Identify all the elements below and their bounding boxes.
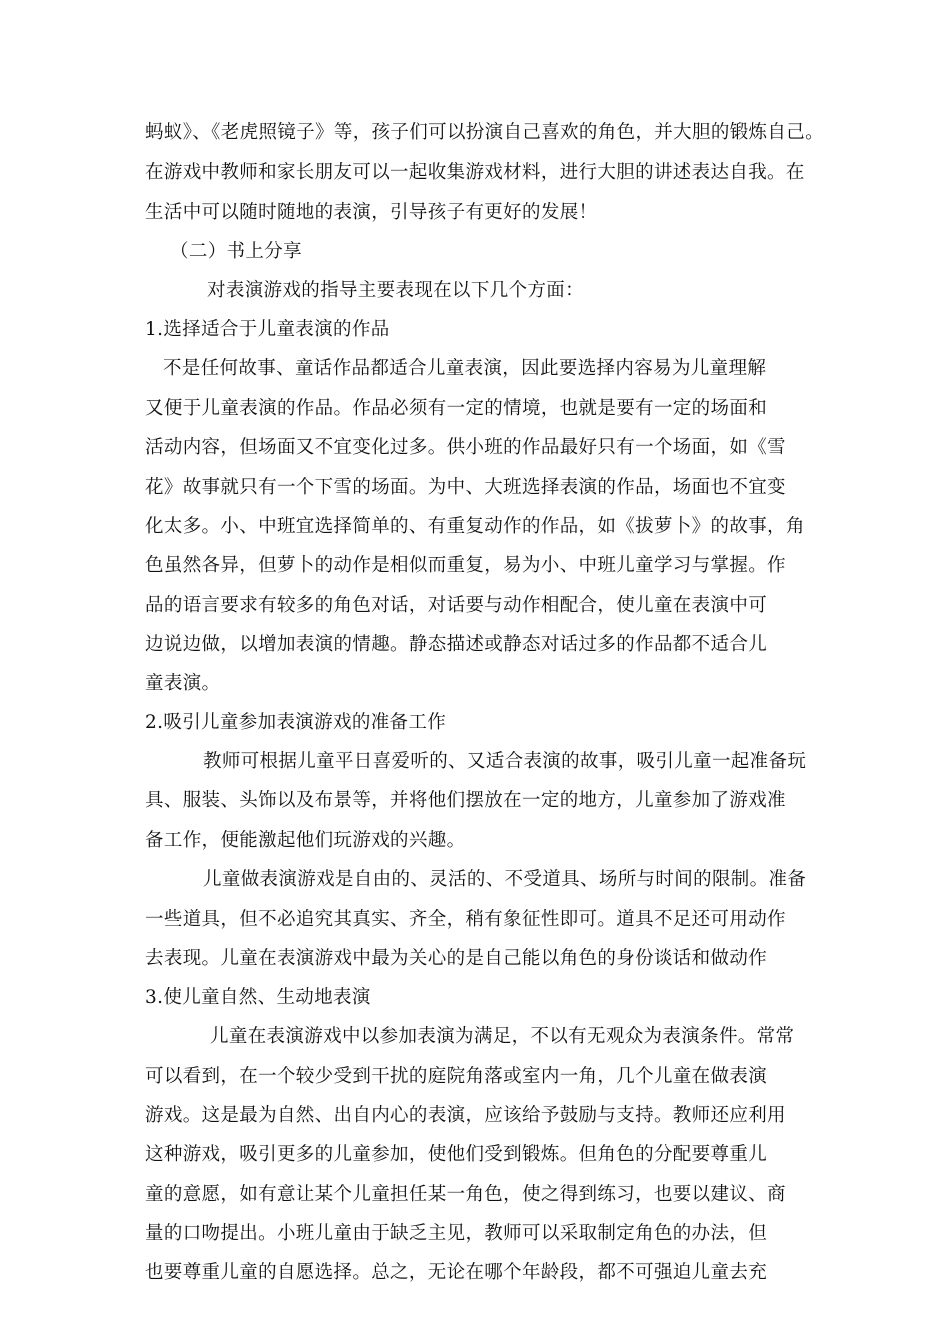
paragraph-line: 童的意愿，如有意让某个儿童担任某一角色，使之得到练习，也要以建议、商 [145,1184,786,1205]
paragraph-line: 童表演。 [145,673,221,694]
paragraph-line: 这种游戏，吸引更多的儿童参加，使他们受到锻炼。但角色的分配要尊重儿 [145,1144,768,1165]
paragraph-line: 花》故事就只有一个下雪的场面。为中、大班选择表演的作品，场面也不宜变 [145,477,786,498]
paragraph-line: 在游戏中教师和家长朋友可以一起收集游戏材料，进行大胆的讲述表达自我。在 [145,162,805,183]
paragraph-line: 生活中可以随时随地的表演，引导孩子有更好的发展！ [145,202,598,223]
paragraph-line: 量的口吻提出。小班儿童由于缺乏主见，教师可以采取制定角色的办法，但 [145,1223,768,1244]
paragraph-line: 活动内容，但场面又不宜变化过多。供小班的作品最好只有一个场面，如《雪 [145,437,786,458]
paragraph-line: 边说边做，以增加表演的情趣。静态描述或静态对话过多的作品都不适合儿 [145,634,768,655]
paragraph-line: 一些道具，但不必追究其真实、齐全，稍有象征性即可。道具不足还可用动作 [145,909,786,930]
paragraph-line: 备工作，便能激起他们玩游戏的兴趣。 [145,830,466,851]
subheading-2: 2.吸引儿童参加表演游戏的准备工作 [145,712,447,733]
paragraph-line: 也要尊重儿童的自愿选择。总之，无论在哪个年龄段，都不可强迫儿童去充 [145,1262,768,1283]
paragraph-line: 不是任何故事、童话作品都适合儿童表演，因此要选择内容易为儿童理解 [163,358,767,379]
paragraph-line: 游戏。这是最为自然、出自内心的表演，应该给予鼓励与支持。教师还应利用 [145,1105,786,1126]
section-heading: （二）书上分享 [170,241,302,262]
paragraph-line: 可以看到，在一个较少受到干扰的庭院角落或室内一角，几个儿童在做表演 [145,1066,768,1087]
subheading-3: 3.使儿童自然、生动地表演 [145,987,371,1008]
paragraph-line: 品的语言要求有较多的角色对话，对话要与动作相配合，使儿童在表演中可 [145,595,768,616]
paragraph-line: 对表演游戏的指导主要表现在以下几个方面： [207,280,585,301]
paragraph-line: 又便于儿童表演的作品。作品必须有一定的情境，也就是要有一定的场面和 [145,398,768,419]
subheading-1: 1.选择适合于儿童表演的作品 [145,319,390,340]
paragraph-line: 化太多。小、中班宜选择简单的、有重复动作的作品，如《拔萝卜》的故事，角 [145,516,805,537]
paragraph-line: 儿童在表演游戏中以参加表演为满足，不以有无观众为表演条件。常常 [210,1026,795,1047]
paragraph-line: 去表现。儿童在表演游戏中最为关心的是自己能以角色的身份谈话和做动作 [145,948,768,969]
paragraph-line: 儿童做表演游戏是自由的、灵活的、不受道具、场所与时间的限制。准备 [203,869,807,890]
paragraph-line: 教师可根据儿童平日喜爱听的、又适合表演的故事，吸引儿童一起准备玩 [203,751,807,772]
paragraph-line: 色虽然各异，但萝卜的动作是相似而重复，易为小、中班儿童学习与掌握。作 [145,555,786,576]
paragraph-line: 蚂蚁》、《老虎照镜子》等，孩子们可以扮演自己喜欢的角色，并大胆的锻炼自己。 [145,122,824,143]
paragraph-line: 具、服装、头饰以及布景等，并将他们摆放在一定的地方，儿童参加了游戏准 [145,790,786,811]
